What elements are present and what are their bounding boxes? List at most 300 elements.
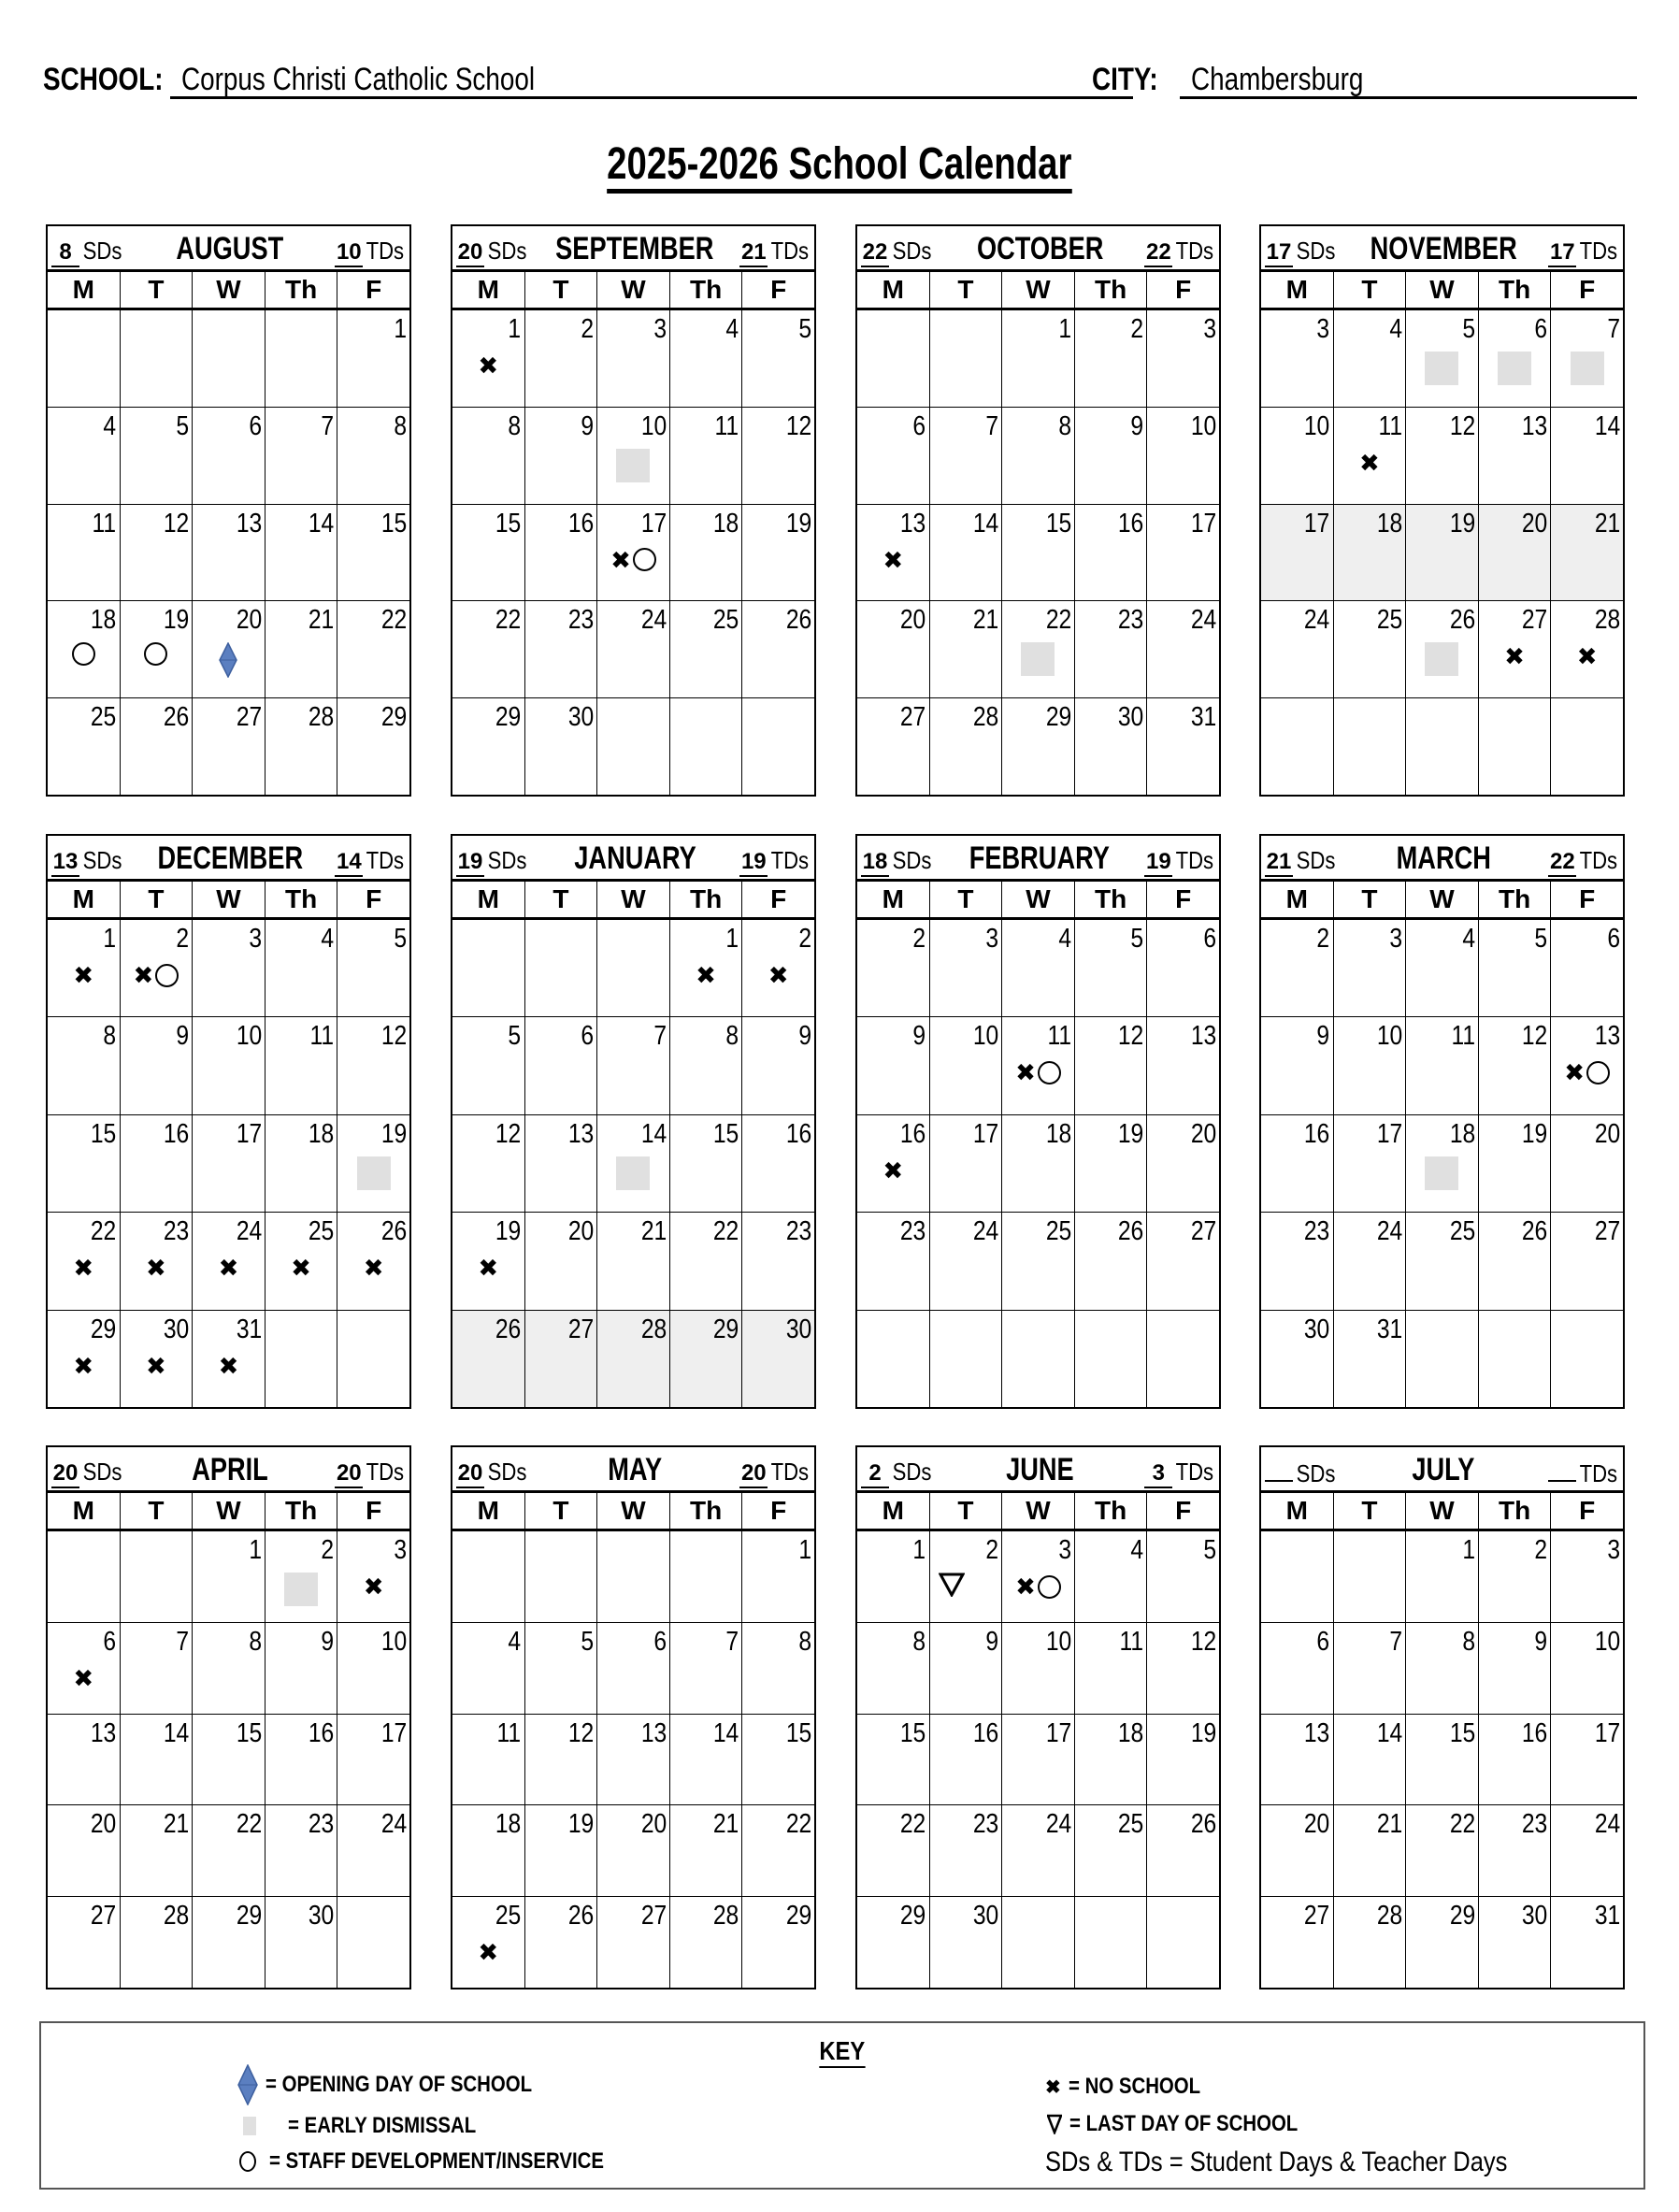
day-of-week: W [193, 882, 265, 917]
week-row [857, 505, 1219, 602]
day-cell [1334, 505, 1407, 601]
day-cell [193, 1715, 265, 1805]
day-cell [452, 310, 525, 407]
day-number: 3 [1389, 924, 1403, 954]
key-last-day-label: = LAST DAY OF SCHOOL [1069, 2111, 1299, 2136]
day-of-week: Th [265, 882, 338, 917]
day-number: 2 [1534, 1535, 1548, 1565]
day-number: 1 [394, 314, 407, 344]
day-marks [121, 642, 193, 666]
day-cell [930, 408, 1003, 504]
student-days-label: SDs [487, 237, 527, 265]
day-number: 7 [653, 1021, 667, 1052]
day-of-week: Th [670, 1493, 743, 1529]
student-days-count: 18 [861, 849, 889, 877]
day-cell [525, 1623, 598, 1714]
day-marks [48, 1254, 120, 1282]
day-cell [597, 1311, 670, 1407]
day-marks [1551, 642, 1623, 670]
day-marks [1551, 1058, 1623, 1086]
day-cell [1261, 310, 1334, 407]
day-cell [48, 1897, 121, 1988]
day-number: 6 [653, 1626, 667, 1657]
day-number: 17 [640, 508, 667, 539]
day-number: 6 [1534, 314, 1548, 344]
day-number: 24 [1594, 1809, 1620, 1840]
day-number: 2 [798, 924, 811, 954]
day-cell [1002, 698, 1075, 795]
page-title-text: 2025-2026 School Calendar [607, 140, 1071, 194]
week-row [48, 1213, 409, 1310]
day-number: 19 [163, 605, 190, 636]
empty-cell [742, 698, 814, 795]
day-cell [930, 1213, 1003, 1309]
day-cell [193, 920, 265, 1016]
day-cell [1551, 1017, 1623, 1113]
day-cell [670, 1715, 743, 1805]
day-cell [337, 920, 409, 1016]
day-of-week: F [770, 275, 787, 304]
day-marks [1002, 642, 1074, 676]
day-number: 21 [163, 1809, 190, 1840]
key-staff-development [239, 2148, 663, 2175]
day-number: 20 [1594, 1118, 1620, 1149]
day-number: 25 [308, 1216, 335, 1247]
day-marks [452, 352, 524, 380]
day-cell [193, 1897, 265, 1988]
day-number: 30 [972, 1901, 999, 1932]
month-title [857, 836, 1219, 882]
day-cell [1002, 1115, 1075, 1212]
empty-cell [1406, 698, 1479, 795]
day-cell [525, 1715, 598, 1805]
month-name: AUGUST [176, 231, 284, 266]
month-name: APRIL [192, 1452, 269, 1487]
day-of-week: T [1334, 882, 1407, 917]
day-number: 23 [900, 1216, 926, 1247]
day-number: 9 [798, 1021, 811, 1052]
day-cell [265, 698, 338, 795]
empty-cell [337, 1311, 409, 1407]
triangle-icon [1047, 2114, 1062, 2134]
day-cell [1479, 1897, 1552, 1988]
day-marks [265, 1254, 337, 1282]
day-of-week: W [193, 1493, 265, 1529]
month-name: JANUARY [573, 840, 696, 876]
teacher-days-label: TDs [366, 846, 405, 874]
day-of-week: F [1579, 884, 1596, 913]
day-cell [742, 1311, 814, 1407]
teacher-days-count: 21 [739, 239, 768, 267]
key-opening-day [237, 2064, 579, 2105]
day-number: 16 [1117, 508, 1144, 539]
day-number: 7 [1607, 314, 1620, 344]
day-number: 21 [712, 1809, 739, 1840]
day-of-week: Th [1479, 882, 1552, 917]
day-cell [265, 1897, 338, 1988]
month-title [857, 1447, 1219, 1493]
day-cell [1147, 505, 1219, 601]
month-september [451, 224, 816, 797]
day-number: 5 [1462, 314, 1475, 344]
day-number: 15 [495, 508, 522, 539]
day-of-week-header [1261, 1493, 1623, 1531]
day-cell [1002, 310, 1075, 407]
empty-cell [670, 698, 743, 795]
no-school-icon: ✖ [363, 1254, 384, 1283]
day-number: 27 [1304, 1901, 1330, 1932]
empty-cell [1147, 1897, 1219, 1988]
day-cell [1479, 1805, 1552, 1896]
day-number: 5 [508, 1021, 522, 1052]
day-of-week: F [1175, 884, 1192, 913]
day-number: 18 [91, 605, 117, 636]
no-school-icon: ✖ [133, 961, 154, 989]
day-number: 15 [91, 1118, 117, 1149]
page-title [0, 138, 1679, 194]
empty-cell [525, 1531, 598, 1622]
day-of-week: Th [1075, 272, 1148, 308]
day-cell [1147, 1115, 1219, 1212]
day-cell [452, 1017, 525, 1113]
day-number: 14 [163, 1717, 190, 1748]
week-row [452, 1531, 814, 1623]
day-of-week: Th [265, 1493, 338, 1529]
day-cell [930, 698, 1003, 795]
day-cell [1479, 1531, 1552, 1622]
day-number: 11 [309, 1021, 335, 1052]
day-of-week-header [1261, 882, 1623, 920]
day-marks [1002, 1058, 1074, 1086]
day-of-week: Th [265, 272, 338, 308]
day-number: 29 [380, 702, 407, 733]
day-cell [337, 1531, 409, 1622]
day-number: 14 [1594, 410, 1620, 441]
day-number: 17 [972, 1118, 999, 1149]
day-cell [1551, 1213, 1623, 1309]
day-cell [525, 1213, 598, 1309]
empty-cell [857, 310, 930, 407]
week-row [452, 310, 814, 408]
day-cell [337, 1115, 409, 1212]
day-marks [857, 546, 929, 574]
day-number: 8 [912, 1626, 926, 1657]
day-number: 13 [1521, 410, 1548, 441]
day-cell [597, 1715, 670, 1805]
month-april [46, 1445, 411, 1989]
day-cell [1075, 1115, 1148, 1212]
day-cell [48, 505, 121, 601]
day-marks [1334, 449, 1406, 477]
day-of-week-header [1261, 272, 1623, 310]
day-number: 6 [1203, 924, 1216, 954]
day-cell [121, 1897, 194, 1988]
day-number: 21 [972, 605, 999, 636]
day-of-week-header [857, 272, 1219, 310]
day-cell [1075, 505, 1148, 601]
day-number: 25 [1117, 1809, 1144, 1840]
day-cell [1261, 920, 1334, 1016]
day-cell [1406, 1715, 1479, 1805]
weeks [452, 1531, 814, 1988]
day-cell [121, 601, 194, 697]
day-marks [337, 1156, 409, 1190]
day-cell [670, 310, 743, 407]
key-last-day [1047, 2111, 1338, 2137]
day-number: 20 [640, 1809, 667, 1840]
day-number: 6 [1316, 1626, 1330, 1657]
day-number: 24 [1045, 1809, 1071, 1840]
day-number: 14 [712, 1717, 739, 1748]
day-of-week: T [930, 272, 1003, 308]
day-number: 29 [1045, 702, 1071, 733]
empty-cell [597, 1531, 670, 1622]
student-days-count: 17 [1265, 239, 1293, 267]
day-number: 1 [103, 924, 117, 954]
day-cell [193, 1805, 265, 1896]
day-number: 10 [236, 1021, 262, 1052]
day-of-week-header [452, 272, 814, 310]
day-cell [1075, 601, 1148, 697]
student-days-count: 20 [51, 1460, 79, 1488]
day-marks [930, 1573, 1002, 1602]
day-cell [452, 1213, 525, 1309]
day-cell [930, 1805, 1003, 1896]
empty-cell [1479, 698, 1552, 795]
day-marks [1406, 642, 1478, 676]
day-cell [930, 1531, 1003, 1622]
teacher-days-label: TDs [770, 1458, 810, 1486]
day-marks [337, 1573, 409, 1601]
month-title [1261, 226, 1623, 272]
day-of-week: M [48, 882, 121, 917]
day-number: 21 [1376, 1809, 1403, 1840]
empty-cell [48, 310, 121, 407]
month-name: OCTOBER [976, 231, 1103, 266]
empty-cell [597, 920, 670, 1016]
day-of-week: F [1175, 1496, 1192, 1525]
early-dismissal-icon [1498, 352, 1531, 385]
day-cell [670, 601, 743, 697]
no-school-icon: ✖ [1504, 642, 1525, 671]
day-number: 9 [321, 1626, 335, 1657]
day-cell [930, 1115, 1003, 1212]
day-number: 13 [236, 508, 262, 539]
day-number: 18 [1449, 1118, 1475, 1149]
day-number: 31 [1594, 1901, 1620, 1932]
last-day-icon [939, 1573, 965, 1602]
student-days [1265, 846, 1339, 877]
day-number: 8 [508, 410, 522, 441]
day-number: 12 [1521, 1021, 1548, 1052]
day-cell [121, 1805, 194, 1896]
day-of-week: T [121, 882, 194, 917]
student-days [456, 237, 530, 267]
week-row [857, 1805, 1219, 1897]
city-name [1180, 62, 1637, 99]
day-number: 23 [567, 605, 595, 636]
day-cell [265, 601, 338, 697]
day-of-week: M [857, 882, 930, 917]
day-cell [670, 1213, 743, 1309]
day-cell [930, 601, 1003, 697]
day-number: 4 [1130, 1535, 1144, 1565]
day-cell [857, 1115, 930, 1212]
student-days [51, 846, 125, 877]
day-cell [670, 408, 743, 504]
day-number: 23 [785, 1216, 811, 1247]
day-cell [48, 1213, 121, 1309]
no-school-icon: ✖ [73, 1663, 94, 1692]
staff-development-icon [1586, 1061, 1610, 1084]
day-cell [452, 1805, 525, 1896]
teacher-days-count: 22 [1144, 239, 1172, 267]
day-number: 19 [380, 1118, 407, 1149]
day-cell [265, 1213, 338, 1309]
day-of-week: W [193, 272, 265, 308]
day-number: 22 [712, 1216, 739, 1247]
no-school-icon: ✖ [478, 1254, 499, 1283]
weeks [48, 920, 409, 1407]
day-cell [48, 1115, 121, 1212]
day-cell [670, 1805, 743, 1896]
day-number: 16 [785, 1118, 811, 1149]
day-of-week: Th [1075, 1493, 1148, 1529]
weeks [857, 920, 1219, 1407]
day-number: 3 [985, 924, 999, 954]
day-cell [1075, 310, 1148, 407]
week-row [48, 698, 409, 795]
empty-cell [452, 1531, 525, 1622]
day-cell [930, 1897, 1003, 1988]
day-cell [265, 1715, 338, 1805]
day-cell [193, 1311, 265, 1407]
student-days [51, 1458, 125, 1488]
week-row [857, 698, 1219, 795]
day-number: 29 [785, 1901, 811, 1932]
day-number: 5 [176, 410, 190, 441]
day-number: 5 [798, 314, 811, 344]
day-cell [742, 1213, 814, 1309]
day-of-week: W [1002, 272, 1075, 308]
day-of-week: M [452, 1493, 525, 1529]
student-days [861, 237, 935, 267]
student-days [51, 237, 125, 267]
day-cell [1261, 1715, 1334, 1805]
student-days-count: 22 [861, 239, 889, 267]
day-number: 25 [1376, 605, 1403, 636]
day-cell [1479, 310, 1552, 407]
empty-cell [1002, 1311, 1075, 1407]
day-cell [1147, 1531, 1219, 1622]
day-cell [337, 1213, 409, 1309]
month-name: DECEMBER [157, 840, 304, 876]
day-number: 3 [1058, 1535, 1071, 1565]
day-cell [48, 1311, 121, 1407]
day-cell [857, 698, 930, 795]
month-title [452, 226, 814, 272]
week-row [48, 310, 409, 408]
week-row [1261, 1531, 1623, 1623]
day-number: 11 [1119, 1626, 1144, 1657]
no-school-icon: ✖ [1015, 1058, 1036, 1087]
day-number: 1 [798, 1535, 811, 1565]
week-row [452, 601, 814, 698]
day-number: 9 [912, 1021, 926, 1052]
week-row [857, 408, 1219, 505]
day-cell [265, 408, 338, 504]
day-number: 15 [380, 508, 407, 539]
day-number: 9 [1130, 410, 1144, 441]
weeks [857, 1531, 1219, 1988]
day-marks [265, 1573, 337, 1606]
weeks [857, 310, 1219, 795]
weeks [452, 920, 814, 1407]
day-cell [1002, 408, 1075, 504]
day-number: 2 [581, 314, 595, 344]
day-number: 10 [640, 410, 667, 441]
day-number: 1 [912, 1535, 926, 1565]
teacher-days-count: 14 [335, 849, 363, 877]
day-number: 12 [1449, 410, 1475, 441]
no-school-icon: ✖ [1576, 642, 1598, 671]
day-number: 8 [1058, 410, 1071, 441]
teacher-days [335, 846, 408, 877]
day-of-week: F [1579, 275, 1596, 304]
week-row [857, 1115, 1219, 1213]
day-marks [1406, 352, 1478, 385]
day-cell [525, 1311, 598, 1407]
empty-cell [1551, 1311, 1623, 1407]
month-name: MAY [608, 1452, 663, 1487]
month-may [451, 1445, 816, 1989]
day-cell [337, 1715, 409, 1805]
day-cell [930, 1623, 1003, 1714]
day-number: 24 [236, 1216, 262, 1247]
month-title [48, 226, 409, 272]
day-cell [857, 1715, 930, 1805]
day-cell [857, 1017, 930, 1113]
staff-development-icon [144, 642, 167, 666]
day-of-week: T [121, 272, 194, 308]
day-of-week: F [1175, 275, 1192, 304]
empty-cell [930, 310, 1003, 407]
day-cell [337, 1805, 409, 1896]
day-marks [452, 1938, 524, 1966]
day-number: 29 [1449, 1901, 1475, 1932]
day-number: 2 [912, 924, 926, 954]
day-number: 30 [308, 1901, 335, 1932]
student-days-count: 20 [456, 1460, 484, 1488]
staff-development-icon [1038, 1061, 1061, 1084]
day-number: 10 [1594, 1626, 1620, 1657]
day-cell [1147, 698, 1219, 795]
day-number: 1 [249, 1535, 262, 1565]
day-number: 19 [1521, 1118, 1548, 1149]
day-cell [1075, 408, 1148, 504]
week-row [857, 1623, 1219, 1715]
student-days-label: SDs [82, 237, 122, 265]
day-marks [670, 961, 742, 989]
day-cell [1334, 1017, 1407, 1113]
school-name [170, 62, 1133, 99]
week-row [1261, 1897, 1623, 1988]
empty-cell [265, 1311, 338, 1407]
teacher-days [335, 1458, 408, 1488]
day-number: 29 [900, 1901, 926, 1932]
week-row [1261, 1017, 1623, 1114]
day-number: 27 [567, 1314, 595, 1344]
